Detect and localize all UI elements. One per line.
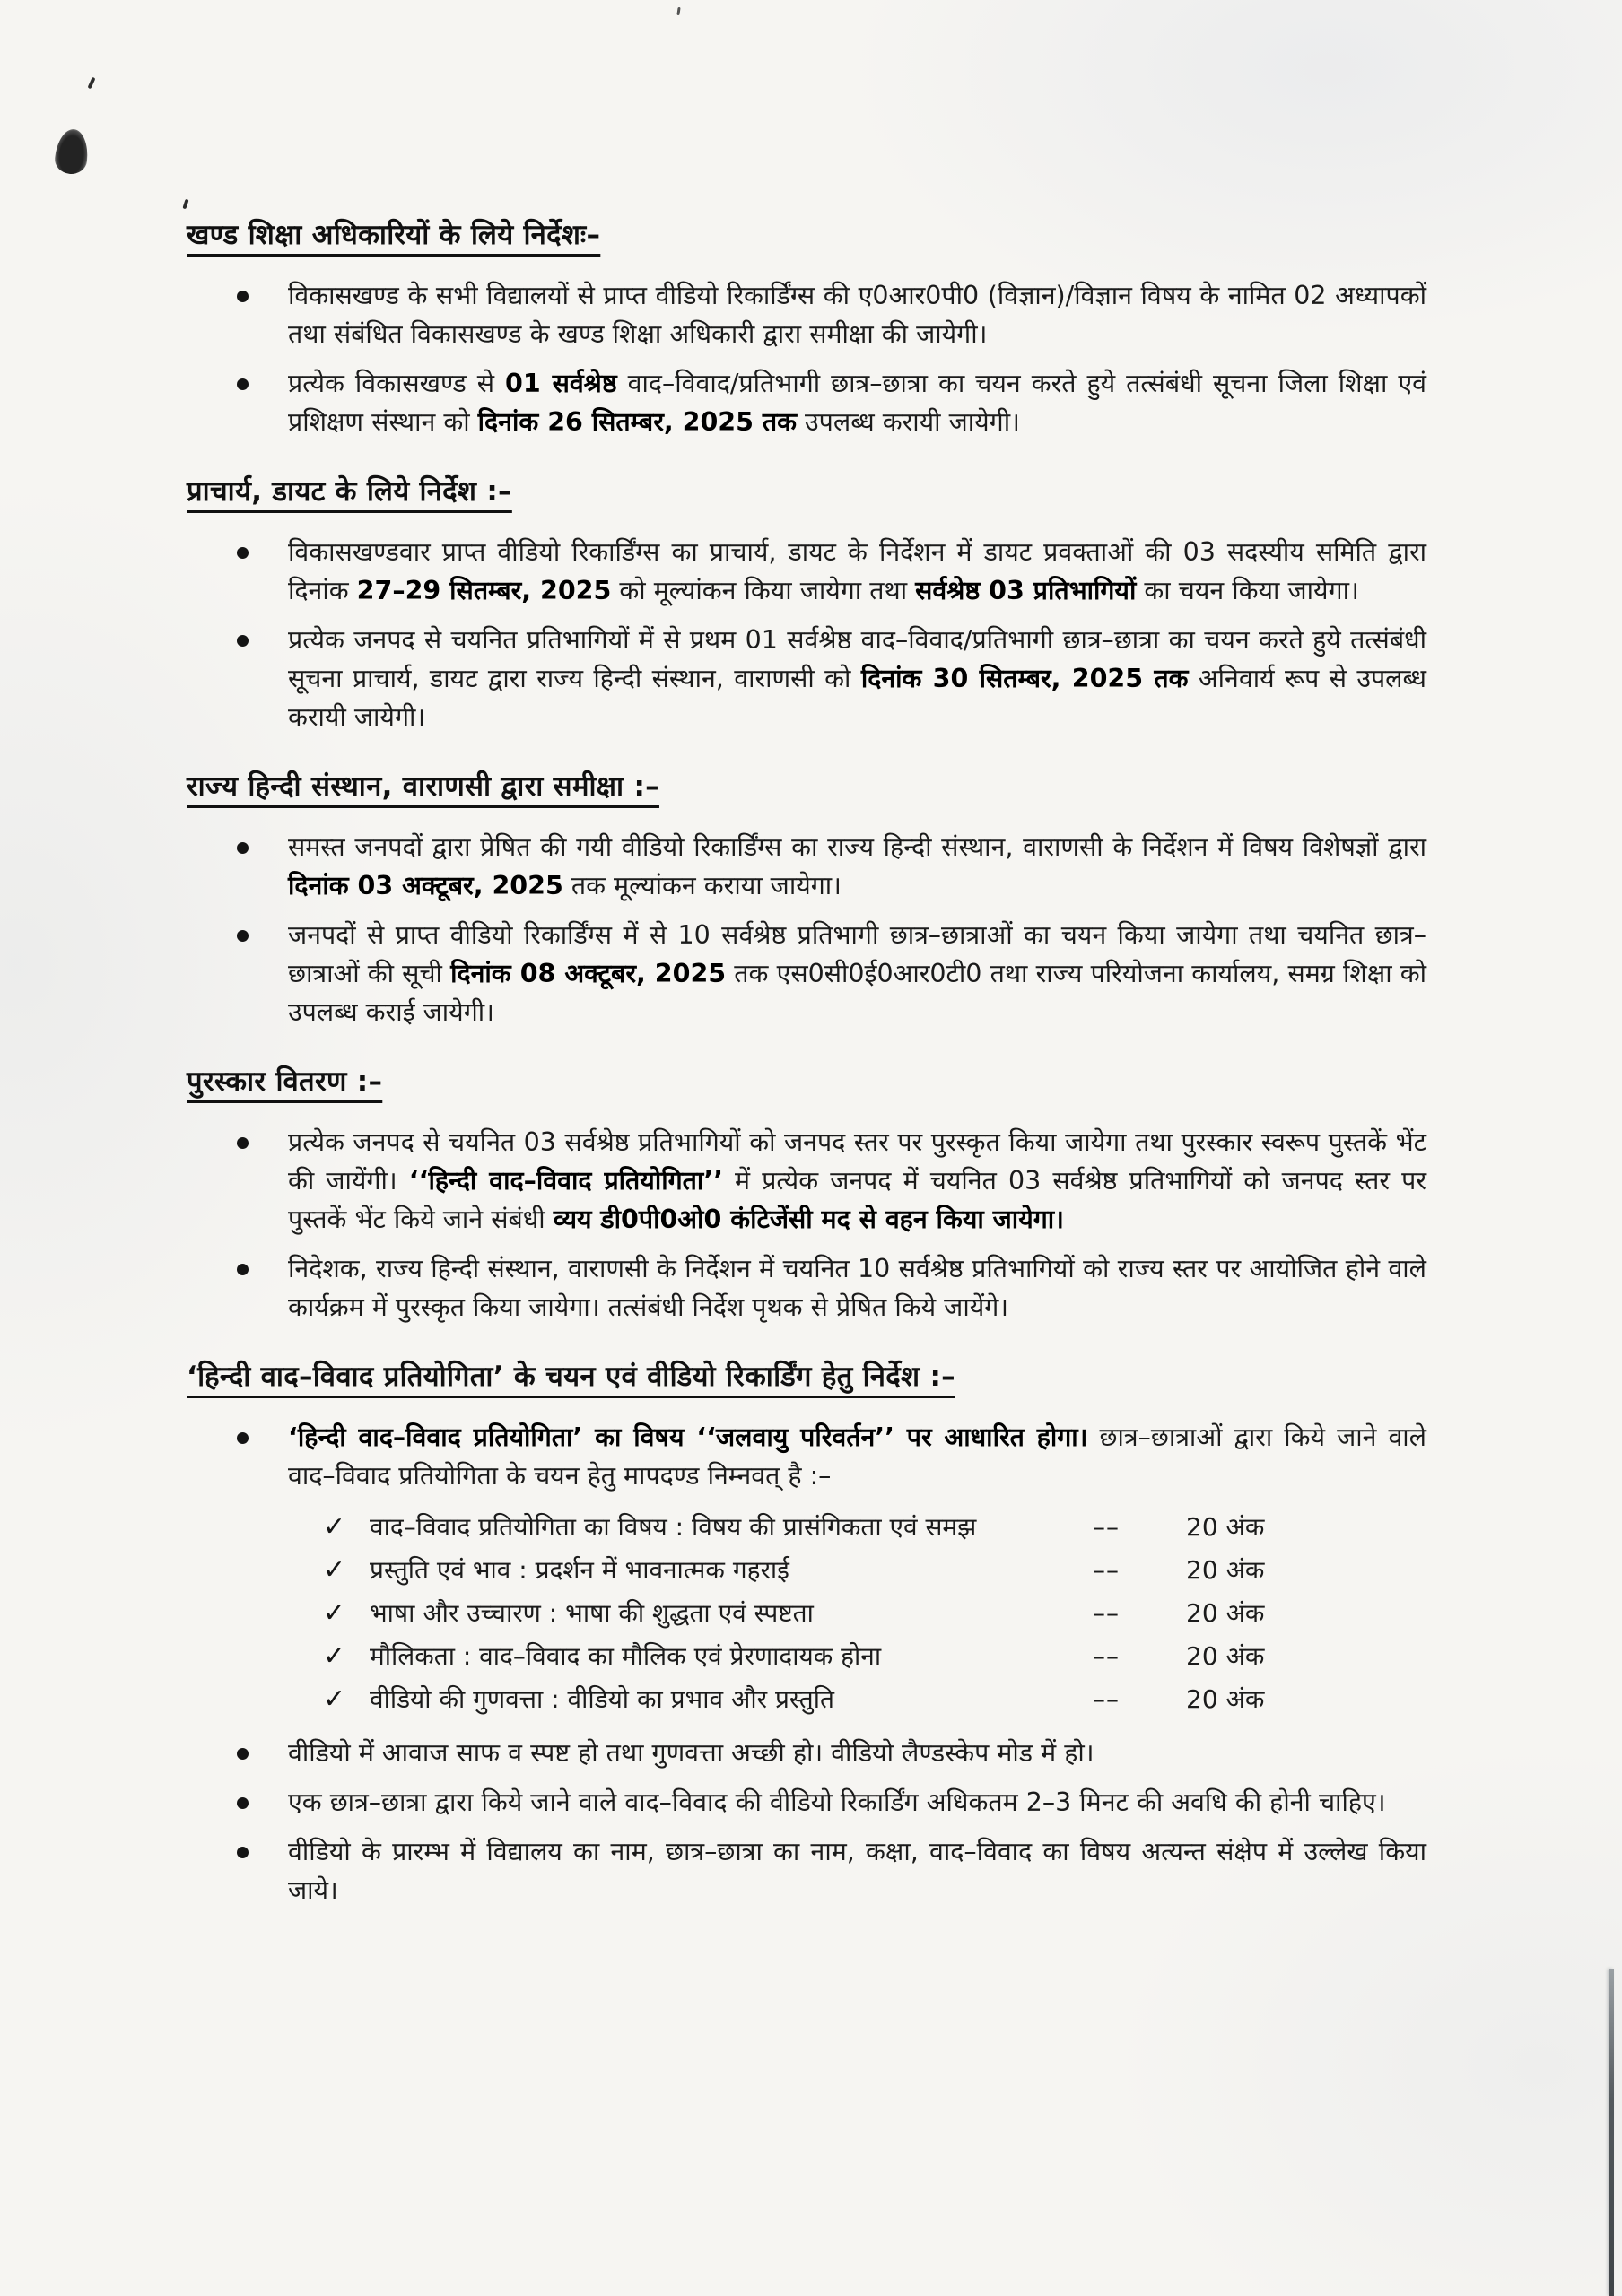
text-segment: तक मूल्यांकन कराया जायेगा। (562, 871, 842, 900)
text-segment: समस्त जनपदों द्वारा प्रेषित की गयी वीडियो रिकार्डिंग्स का राज्य हिन्दी संस्थान, वाराणसी के निर्देशन में विषय विशेषज्ञों द्वारा (288, 832, 1426, 862)
bullet-text (288, 916, 1426, 1031)
text-segment: वीडियो में आवाज साफ व स्पष्ट हो तथा गुणवत्ता अच्छी हो। वीडियो लैण्डस्केप मोड में हो। (288, 1738, 1094, 1768)
text-segment: ‘हिन्दी वाद–विवाद प्रतियोगिता’ का विषय ‘‘जलवायु परिवर्तन’’ पर आधारित होगा। (288, 1422, 1088, 1452)
text-segment: निदेशक, राज्य हिन्दी संस्थान, वाराणसी के निर्देशन में चयनित 10 सर्वश्रेष्ठ प्रतिभागियों को राज्य स्तर पर आयोजित होने वाले कार्यक्रम में पुरस्कृत किया जायेगा। तत्संबंधी निर्देश पृथक से प्रेषित किये जायेंगे। (288, 1254, 1426, 1322)
bullet-item (237, 1418, 1426, 1495)
criteria-label: वाद–विवाद प्रतियोगिता का विषय : विषय की प्रासंगिकता एवं समझ (370, 1512, 977, 1542)
criteria-marks: 20 अंक (1186, 1641, 1265, 1671)
criteria-row (323, 1549, 1426, 1592)
criteria-marks: 20 अंक (1186, 1555, 1265, 1585)
scan-speck (676, 7, 680, 15)
text-segment: 01 सर्वश्रेष्ठ (505, 369, 617, 398)
text-segment: व्यय डी0पी0ओ0 कंटिजेंसी मद से वहन किया जायेगा। (553, 1205, 1064, 1234)
bullet-item (237, 1734, 1426, 1772)
bullet-item (237, 276, 1426, 353)
bullet-item (237, 828, 1426, 905)
bullet-item (237, 621, 1426, 736)
scan-speck (88, 77, 96, 90)
bullet-item (237, 1249, 1426, 1326)
text-segment: प्रत्येक जनपद से चयनित 03 सर्वश्रेष्ठ प्रतिभागियों को जनपद स्तर पर पुरस्कृत किया जायेगा तथा पुरस्कार स्वरूप पुस्तकें भेंट की जायेंगी। (288, 1127, 1426, 1196)
bullet-text (288, 364, 1426, 441)
scan-speck (182, 199, 188, 210)
text-segment: एक छात्र–छात्रा द्वारा किये जाने वाले वाद–विवाद की वीडियो रिकार्डिंग अधिकतम 2–3 मिनट की अवधि की होनी चाहिए। (288, 1787, 1386, 1817)
criteria-marks: 20 अंक (1186, 1684, 1265, 1714)
bullet-item (237, 1783, 1426, 1822)
bullet-dot-icon (237, 1748, 249, 1760)
bullet-text (288, 828, 1426, 905)
checkmark-icon: ✓ (323, 1597, 346, 1629)
section-heading: प्राचार्य, डायट के लिये निर्देश :– (187, 475, 512, 508)
section-state-hindi-institute-review (187, 767, 1426, 1031)
section-debate-recording-instructions (187, 1357, 1426, 1909)
bullet-text (288, 276, 1426, 353)
bullet-text (288, 621, 1426, 736)
checkmark-icon: ✓ (323, 1640, 346, 1672)
bullet-text (288, 533, 1426, 610)
text-segment: वीडियो के प्रारम्भ में विद्यालय का नाम, छात्र–छात्रा का नाम, कक्षा, वाद–विवाद का विषय अत्यन्त संक्षेप में उल्लेख किया जाये। (288, 1837, 1426, 1905)
criteria-dash: –– (1093, 1512, 1120, 1542)
checkmark-icon: ✓ (323, 1683, 346, 1715)
checkmark-icon: ✓ (323, 1554, 346, 1586)
bullet-text (288, 1832, 1426, 1909)
bullet-dot-icon (237, 842, 249, 854)
bullet-dot-icon (237, 1432, 249, 1444)
bullet-item (237, 916, 1426, 1031)
text-segment: अनिवार्य रूप से उपलब्ध करायी जायेगी। (288, 664, 1426, 732)
text-segment: प्रत्येक जनपद से चयनित प्रतिभागियों में से प्रथम 01 सर्वश्रेष्ठ वाद–विवाद/प्रतिभागी छात्र–छात्रा का चयन करते हुये तत्संबंधी सूचना प्राचार्य, डायट द्वारा राज्य हिन्दी संस्थान, वाराणसी को (288, 625, 1426, 693)
criteria-dash: –– (1093, 1555, 1120, 1585)
text-segment: वाद–विवाद/प्रतिभागी छात्र–छात्रा का चयन करते हुये तत्संबंधी सूचना जिला शिक्षा एवं प्रशिक्षण संस्थान को (288, 369, 1426, 437)
bullet-text (288, 1123, 1426, 1239)
page-content (187, 215, 1426, 1920)
text-segment: का चयन किया जायेगा। (1136, 576, 1359, 605)
bullet-text (288, 1734, 1426, 1772)
bullet-dot-icon (237, 1797, 249, 1809)
text-segment: दिनांक 30 सितम्बर, 2025 तक (860, 664, 1189, 693)
criteria-dash: –– (1093, 1684, 1120, 1714)
text-segment: दिनांक 26 सितम्बर, 2025 तक (477, 407, 797, 437)
hole-punch-mark (53, 127, 90, 175)
section-principal-diet (187, 472, 1426, 736)
text-segment: ‘‘हिन्दी वाद–विवाद प्रतियोगिता’’ (408, 1166, 723, 1196)
criteria-list (187, 1506, 1426, 1721)
criteria-marks: 20 अंक (1186, 1512, 1265, 1542)
bullet-dot-icon (237, 291, 249, 302)
criteria-row (323, 1635, 1426, 1678)
text-segment: दिनांक 08 अक्टूबर, 2025 (450, 959, 727, 988)
bullet-dot-icon (237, 1137, 249, 1149)
criteria-label: भाषा और उच्चारण : भाषा की शुद्धता एवं स्पष्टता (370, 1598, 814, 1628)
bullet-dot-icon (237, 930, 249, 942)
bullet-item (237, 364, 1426, 441)
bullet-dot-icon (237, 547, 249, 559)
section-heading: ‘हिन्दी वाद–विवाद प्रतियोगिता’ के चयन एवं वीडियो रिकार्डिंग हेतु निर्देश :– (187, 1361, 955, 1393)
bullet-text (288, 1418, 1426, 1495)
criteria-dash: –– (1093, 1598, 1120, 1628)
text-segment: को मूल्यांकन किया जायेगा तथा (611, 576, 916, 605)
section-heading: राज्य हिन्दी संस्थान, वाराणसी द्वारा समीक्षा :– (187, 770, 659, 803)
criteria-dash: –– (1093, 1641, 1120, 1671)
text-segment: में प्रत्येक जनपद में चयनित 03 सर्वश्रेष्ठ प्रतिभागियों को जनपद स्तर पर पुस्तकें भेंट किये जाने संबंधी (288, 1166, 1426, 1234)
scan-edge-artifact (1609, 1969, 1614, 2296)
bullet-dot-icon (237, 1264, 249, 1275)
criteria-marks: 20 अंक (1186, 1598, 1265, 1628)
criteria-label: प्रस्तुति एवं भाव : प्रदर्शन में भावनात्मक गहराई (370, 1555, 789, 1585)
checkmark-icon: ✓ (323, 1511, 346, 1543)
text-segment: छात्र–छात्राओं द्वारा किये जाने वाले वाद–विवाद प्रतियोगिता के चयन हेतु मापदण्ड निम्नवत् है :– (288, 1422, 1427, 1491)
bullet-item (237, 1123, 1426, 1239)
bullet-dot-icon (237, 378, 249, 390)
criteria-label: मौलिकता : वाद–विवाद का मौलिक एवं प्रेरणादायक होना (370, 1641, 882, 1671)
bullet-dot-icon (237, 1847, 249, 1858)
text-segment: प्रत्येक विकासखण्ड से (288, 369, 506, 398)
section-prize-distribution (187, 1062, 1426, 1326)
section-heading: खण्ड शिक्षा अधिकारियों के लिये निर्देशः– (187, 219, 601, 251)
text-segment: सर्वश्रेष्ठ 03 प्रतिभागियों (915, 576, 1137, 605)
text-segment: 27–29 सितम्बर, 2025 (356, 576, 612, 605)
section-block-education-officers (187, 215, 1426, 441)
bullet-item (237, 1832, 1426, 1909)
bullet-text (288, 1249, 1426, 1326)
text-segment: विकासखण्डवार प्राप्त वीडियो रिकार्डिंग्स का प्राचार्य, डायट के निर्देशन में डायट प्रवक्ताओं की 03 सदस्यीय समिति द्वारा दिनांक (288, 537, 1426, 605)
criteria-row (323, 1592, 1426, 1635)
section-heading: पुरस्कार वितरण :– (187, 1065, 383, 1098)
criteria-label: वीडियो की गुणवत्ता : वीडियो का प्रभाव और प्रस्तुति (370, 1684, 834, 1714)
criteria-row (323, 1678, 1426, 1721)
bullet-item (237, 533, 1426, 610)
criteria-row (323, 1506, 1426, 1549)
bullet-dot-icon (237, 635, 249, 647)
bullet-text (288, 1783, 1426, 1822)
text-segment: तक एस0सी0ई0आर0टी0 तथा राज्य परियोजना कार्यालय, समग्र शिक्षा को उपलब्ध कराई जायेगी। (288, 959, 1427, 1027)
text-segment: विकासखण्ड के सभी विद्यालयों से प्राप्त वीडियो रिकार्डिंग्स की ए0आर0पी0 (विज्ञान)/विज्ञान विषय के नामित 02 अध्यापकों तथा संबंधित विकासखण्ड के खण्ड शिक्षा अधिकारी द्वारा समीक्षा की जायेगी। (288, 281, 1426, 349)
text-segment: दिनांक 03 अक्टूबर, 2025 (288, 871, 563, 900)
text-segment: जनपदों से प्राप्त वीडियो रिकार्डिंग्स में से 10 सर्वश्रेष्ठ प्रतिभागी छात्र–छात्राओं का चयन किया जायेगा तथा चयनित छात्र–छात्राओं की सूची (288, 920, 1426, 988)
text-segment: उपलब्ध करायी जायेगी। (797, 407, 1020, 437)
